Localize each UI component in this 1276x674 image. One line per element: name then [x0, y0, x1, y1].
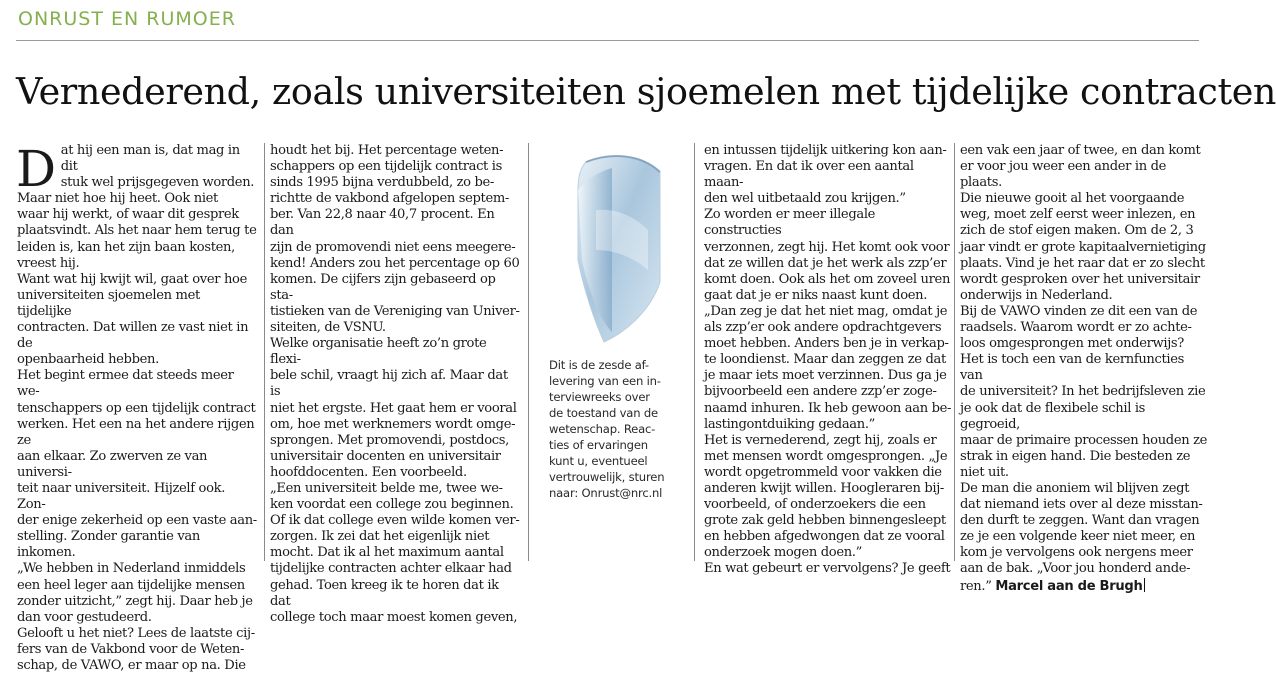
- paragraph: „Dan zeg je dat het niet mag, omdat je als zzp’er ook andere opdrachtgevers moet hebben. Anders ben je in verkap- te loondienst. Maar dan zeggen ze dat je maar iets moet verzinnen. Dus ga je bijvoorbeeld een andere zzp’er zoge- naamd inhuren. Ik heb gewoon aan be- lastingontduiking gedaan.”: [704, 303, 952, 432]
- drop-cap: D: [16, 140, 56, 198]
- article-column-2: [270, 143, 520, 625]
- article-headline: Vernederend, zoals universiteiten sjoemelen met tijdelijke contracten: [16, 70, 1276, 113]
- header-rule: [16, 40, 1199, 41]
- article-column-1: [16, 140, 257, 673]
- paragraph: [960, 481, 1208, 595]
- paragraph: [16, 140, 257, 272]
- paragraph-text: De man die anoniem wil blijven zegt dat niemand iets over al deze misstan- den durft te zeggen. Want dan vragen ze je een volgende keer niet meer, en kom je vervolgens ook nergens meer aan de bak. „Voor jou honderd ande- ren.”: [960, 480, 1203, 594]
- paragraph: Welke organisatie heeft zo’n grote flexi- bele schil, vraagt hij zich af. Maar dat is niet het ergste. Het gaat hem er vooral om, hoe met werknemers wordt omge- sprongen. Met promovendi, postdocs, universitair docenten en universitair hoofddocenten. Een voorbeeld.: [270, 336, 517, 480]
- column-divider: [264, 143, 265, 561]
- shield-glass-photo: [556, 150, 674, 350]
- paragraph: „Een universiteit belde me, twee we- ken voordat een college zou beginnen. Of ik dat college even wilde komen ver- zorgen. Ik zei dat het eigenlijk niet mocht. Dat ik al het maximum aantal tijdelijke contracten achter elkaar had gehad. Toen kreeg ik te horen dat ik dat college toch maar moest komen geven,: [270, 480, 520, 625]
- article-column-3: [704, 143, 952, 577]
- paragraph: Het is vernederend, zegt hij, zoals er met mensen wordt omgesprongen. „Je wordt opgetrommeld voor vakken die anderen kwijt willen. Hoogleraren bij- voorbeeld, of onderzoekers die een grote zak geld hebben binnengesleept en hebben afgedwongen dat ze vooral onderzoek mogen doen.”: [704, 432, 948, 561]
- author-signature: Marcel aan de Brugh: [995, 578, 1143, 594]
- paragraph-text: at hij een man is, dat mag in dit stuk wel prijsgegeven worden. Maar niet hoe hij heet. Ook niet waar hij werkt, of waar dit gesprek plaatsvindt. Als het naar hem terug te leiden is, kan het zijn baan kosten, vreest hij.: [17, 143, 257, 271]
- section-rubric: ONRUST EN RUMOER: [18, 8, 236, 30]
- paragraph: een vak een jaar of twee, en dan komt er voor jou weer een ander in de plaats. Die nieuwe gooit al het voorgaande weg, moet zelf eerst weer inlezen, en zich de stof eigen maken. Om de 2, 3 jaar vindt er grote kapitaalvernietiging plaats. Vind je het raar dat er zo slecht wordt gesproken over het universitair onderwijs in Nederland.: [960, 143, 1206, 303]
- paragraph: Gelooft u het niet? Lees de laatste cij- fers van de Vakbond voor de Weten- schap, de VAWO, er maar op na. Die: [17, 625, 255, 673]
- text-cursor: [1144, 578, 1145, 592]
- column-divider: [528, 143, 529, 561]
- column-divider: [954, 143, 955, 561]
- paragraph: en intussen tijdelijk uitkering kon aan- vragen. En dat ik over een aantal maan- den wel uitbetaald zou krijgen.”: [704, 143, 947, 207]
- column-divider: [694, 143, 695, 561]
- paragraph: Want wat hij kwijt wil, gaat over hoe universiteiten sjoemelen met tijdelijke contracten. Dat willen ze vast niet in de openbaarheid hebben.: [17, 271, 249, 368]
- sidebar-caption: Dit is de zesde af- levering van een in- terviewreeks over de toestand van de wetenschap. Reac- ties of ervaringen kunt u, eventueel vertrouwelijk, sturen naar: Onrust@nrc.nl: [549, 358, 665, 500]
- article-column-4: [960, 143, 1208, 594]
- paragraph: Zo worden er meer illegale constructies verzonnen, zegt hij. Het komt ook voor dat ze willen dat je het werk als zzp’er komt doen. Ook als het om zoveel uren gaat dat je er niks naast kunt doen.: [704, 207, 951, 303]
- paragraph: Het begint ermee dat steeds meer we- tenschappers op een tijdelijk contract werken. Het een na het andere rijgen ze aan elkaar. Zo zwerven ze van universi- teit naar universiteit. Hijzelf ook. Zon- der enige zekerheid op een vaste aan- stelling. Zonder garantie van inkomen. „We hebben in Nederland inmiddels een heel leger aan tijdelijke mensen zonder uitzicht,” zegt hij. Daar heb je dan voor gestudeerd.: [17, 368, 257, 625]
- paragraph: En wat gebeurt er vervolgens? Je geeft: [704, 561, 951, 577]
- paragraph: houdt het bij. Het percentage weten- schappers op een tijdelijk contract is sinds 1995 bijna verdubbeld, zo be- richtte de vakbond afgelopen septem- ber. Van 22,8 naar 40,7 procent. En dan zijn de promovendi niet eens meegere- kend! Anders zou het percentage op 60 komen. De cijfers zijn gebaseerd op sta- tistieken van de Vereniging van Univer- siteiten, de VSNU.: [270, 143, 520, 336]
- paragraph: Bij de VAWO vinden ze dit een van de raadsels. Waarom wordt er zo achte- loos omgesprongen met onderwijs? Het is toch een van de kernfuncties van de universiteit? In het bedrijfsleven zie je ook dat de flexibele schil is gegroeid, maar de primaire processen houden ze strak in eigen hand. Die besteden ze niet uit.: [960, 303, 1208, 480]
